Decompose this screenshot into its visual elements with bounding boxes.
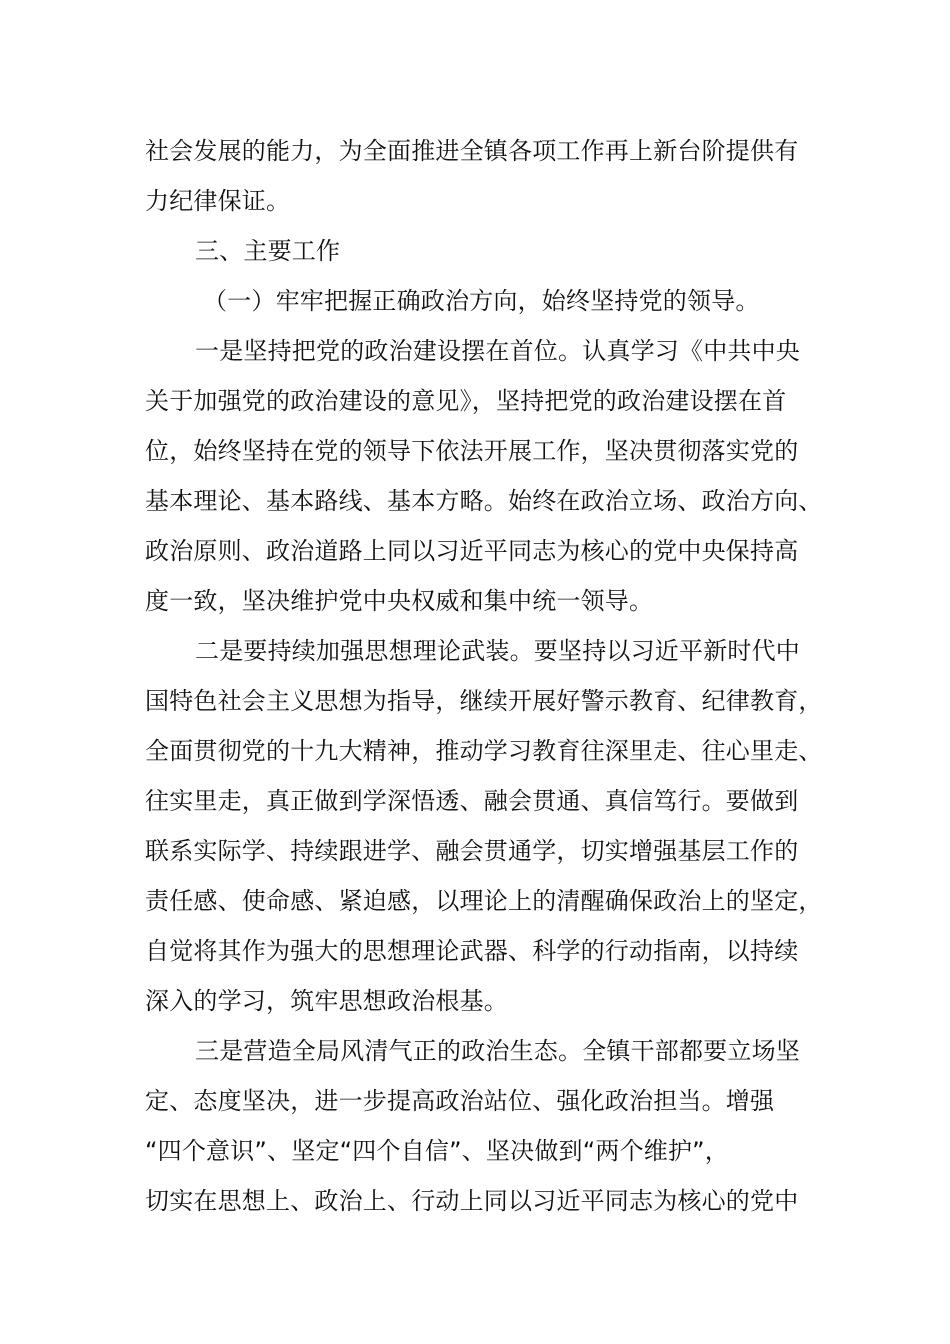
- text-line: 基本理论、基本路线、基本方略。始终在政治立场、政治方向、: [145, 487, 823, 515]
- text-line: 深入的学习，筑牢思想政治根基。: [145, 987, 508, 1015]
- text-line: 政治原则、政治道路上同以习近平同志为核心的党中央保持高: [145, 537, 799, 565]
- text-line: 往实里走，真正做到学深悟透、融会贯通、真信笃行。要做到: [145, 787, 799, 815]
- paragraph-start-line: 三是营造全局风清气正的政治生态。全镇干部都要立场坚: [195, 1037, 800, 1065]
- text-line: 定、态度坚决，进一步提高政治站位、强化政治担当。增强: [145, 1087, 775, 1115]
- text-line: 国特色社会主义思想为指导，继续开展好警示教育、纪律教育，: [145, 687, 823, 715]
- text-line: 全面贯彻党的十九大精神，推动学习教育往深里走、往心里走、: [145, 737, 823, 765]
- text-line: 关于加强党的政治建设的意见》，坚持把党的政治建设摆在首: [145, 387, 787, 415]
- text-line: 位，始终坚持在党的领导下依法开展工作，坚决贯彻落实党的: [145, 437, 799, 465]
- text-line: 力纪律保证。: [145, 187, 291, 215]
- text-line: “四个意识”、坚定“四个自信”、坚决做到“两个维护”，: [145, 1137, 729, 1165]
- text-line: 度一致，坚决维护党中央权威和集中统一领导。: [145, 587, 654, 615]
- paragraph-start-line: 二是要持续加强思想理论武装。要坚持以习近平新时代中: [195, 637, 800, 665]
- subsection-heading: （一）牢牢把握正确政治方向，始终坚持党的领导。: [203, 287, 760, 315]
- text-line: 责任感、使命感、紧迫感，以理论上的清醒确保政治上的坚定，: [145, 887, 823, 915]
- paragraph-start-line: 一是坚持把党的政治建设摆在首位。认真学习《中共中央: [195, 337, 800, 365]
- text-line: 自觉将其作为强大的思想理论武器、科学的行动指南，以持续: [145, 937, 799, 965]
- text-line: 社会发展的能力，为全面推进全镇各项工作再上新台阶提供有: [145, 137, 799, 165]
- text-line: 联系实际学、持续跟进学、融会贯通学，切实增强基层工作的: [145, 837, 799, 865]
- text-line: 切实在思想上、政治上、行动上同以习近平同志为核心的党中: [145, 1187, 799, 1215]
- section-heading: 三、主要工作: [195, 237, 341, 265]
